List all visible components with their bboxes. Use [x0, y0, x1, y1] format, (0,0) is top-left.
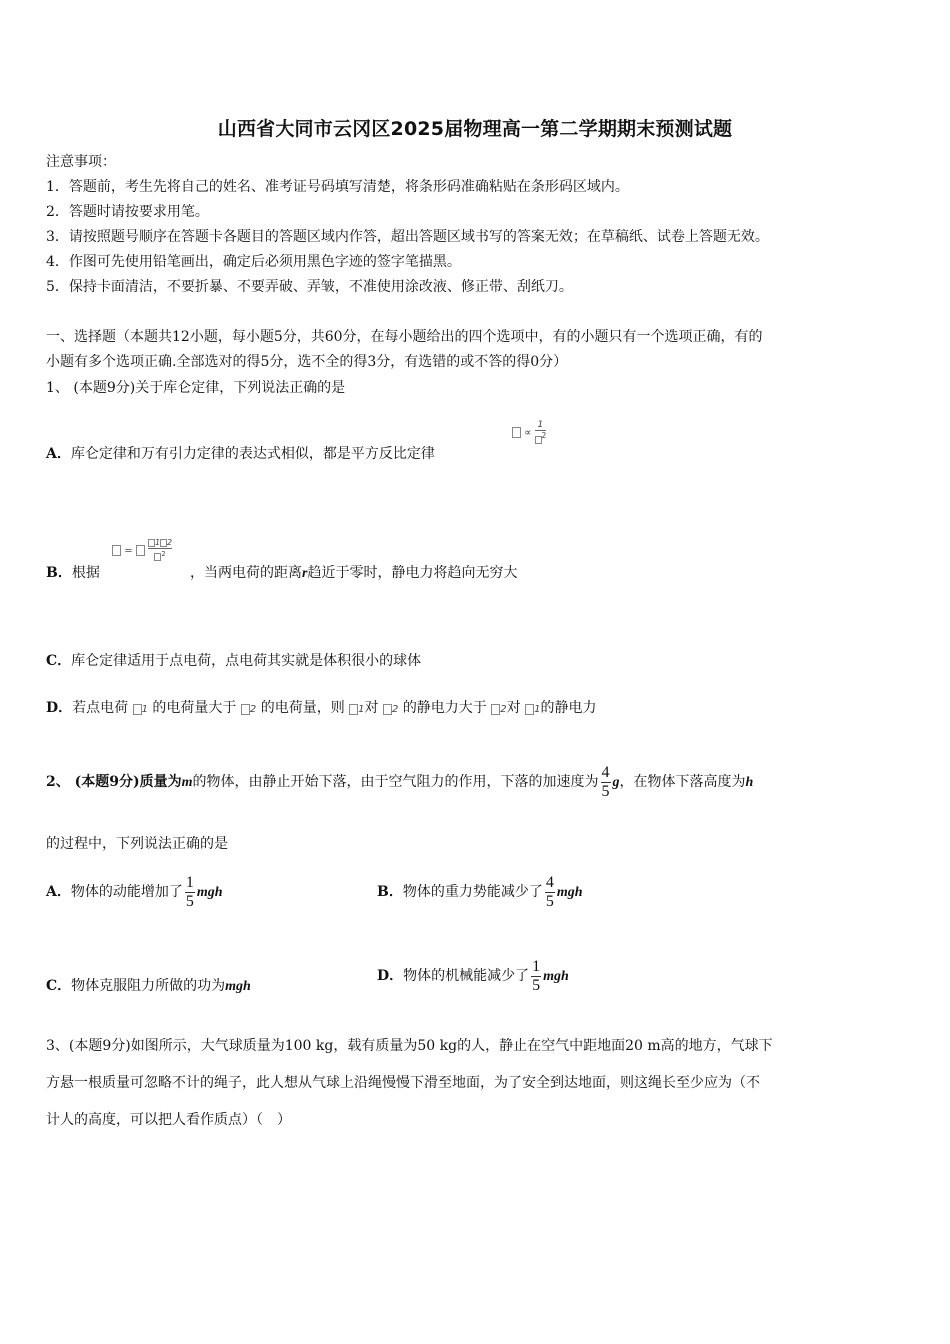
fraction	[545, 874, 555, 911]
q3-line: 3、(本题9分)如图所示，大气球质量为100 kg，载有质量为50 kg的人，静止在空气中距地面20 m高的地方，气球下	[46, 1038, 773, 1054]
variable-g: g	[612, 775, 620, 790]
charge-sub: 1	[534, 704, 541, 715]
q3-line: 方悬一根质量可忽略不计的绳子，此人想从气球上沿绳慢慢下滑至地面，为了安全到达地面，则这绳长至少应为（不	[46, 1075, 760, 1091]
q1-option-b	[46, 563, 100, 583]
q2-stem-text: 的物体，由静止开始下落，由于空气阻力的作用，下落的加速度为	[192, 774, 599, 790]
formula-eq: =	[124, 545, 133, 557]
formula-num: 1	[535, 420, 547, 431]
option-text: 物体的重力势能减少了	[402, 884, 543, 900]
q2-stem-text: ，在物体下落高度为	[619, 774, 746, 790]
formula-symbol-icon	[148, 539, 155, 547]
option-label: A．	[46, 446, 71, 462]
charge-symbol-icon	[349, 704, 358, 715]
option-label: B．	[46, 565, 72, 581]
option-label: D．	[46, 700, 73, 716]
variable-m: m	[181, 775, 193, 790]
charge-symbol-icon	[491, 704, 500, 715]
option-text: ，当两电荷的距离	[190, 565, 302, 581]
formula-exp: 2	[161, 550, 166, 558]
q1-b-formula	[112, 538, 172, 563]
formula-symbol-icon	[112, 545, 121, 556]
q2-stem	[46, 762, 753, 803]
formula-symbol-icon	[535, 436, 542, 444]
charge-sub: 2	[500, 704, 507, 715]
mgh: mgh	[543, 969, 569, 984]
option-text: 的电荷量大于	[152, 700, 237, 716]
q2-option-a	[46, 872, 223, 913]
mgh: mgh	[225, 979, 251, 994]
q2-option-d	[377, 956, 569, 997]
section-heading-line1: 一、选择题（本题共12小题，每小题5分，共60分，在每小题给出的四个选项中，有的小题只有一个选项正确，有的	[46, 329, 763, 345]
fraction	[601, 764, 611, 801]
charge-symbol-icon	[241, 704, 250, 715]
variable-h: h	[745, 775, 754, 790]
option-text: 的静电力大于	[402, 700, 487, 716]
q1-a-formula	[512, 420, 546, 445]
option-text: 物体的动能增加了	[70, 884, 183, 900]
section-heading-line2: 小题有多个选项正确.全部选对的得5分，选不全的得3分，有选错的或不答的得0分）	[46, 354, 568, 370]
fraction-den: 5	[532, 976, 541, 994]
charge-sub: 1	[358, 704, 365, 715]
charge-symbol-icon	[133, 704, 142, 715]
option-label: C．	[46, 653, 72, 669]
charge-sub: 2	[391, 704, 399, 715]
option-text: 物体克服阻力所做的功为	[71, 978, 226, 994]
notice-item: 2．答题时请按要求用笔。	[46, 204, 209, 220]
notice-item: 3．请按照题号顺序在答题卡各题目的答题区域内作答，超出答题区域书写的答案无效；在草稿纸、试卷上答题无效。	[46, 229, 769, 245]
formula-prop: ∝	[524, 427, 532, 439]
q2-option-b	[377, 872, 583, 913]
charge-sub: 1	[141, 704, 148, 715]
option-label: B．	[377, 884, 403, 900]
q1-option-a	[46, 444, 435, 464]
mgh: mgh	[556, 885, 583, 900]
option-text: 根据	[71, 565, 100, 581]
option-label: C．	[46, 978, 72, 994]
notice-item: 4．作图可先使用铅笔画出，确定后必须用黑色字迹的签字笔描黑。	[46, 254, 461, 270]
notice-heading: 注意事项：	[46, 154, 116, 170]
fraction-num: 4	[545, 873, 554, 891]
formula-sub: 1	[154, 538, 161, 547]
option-text: 若点电荷	[72, 700, 129, 716]
formula-symbol-icon	[160, 539, 167, 547]
charge-sub: 2	[249, 704, 257, 715]
q2-option-c	[46, 976, 251, 997]
q3-line: 计人的高度，可以把人看作质点）（ ）	[46, 1112, 291, 1128]
q1-option-c	[46, 651, 421, 671]
formula-symbol-icon	[136, 545, 145, 556]
formula-symbol-icon	[512, 427, 521, 438]
option-text: 的静电力	[540, 700, 597, 716]
notice-item: 1．答题前，考生先将自己的姓名、准考证号码填写清楚，将条形码准确粘贴在条形码区域内。	[46, 179, 629, 195]
option-label: A．	[46, 884, 71, 900]
fraction-num: 1	[532, 957, 541, 975]
charge-symbol-icon	[383, 704, 392, 715]
fraction-num: 1	[185, 873, 194, 891]
fraction-den: 5	[185, 892, 194, 910]
option-text: 对	[364, 700, 379, 716]
option-label: D．	[377, 968, 404, 984]
q1-stem: 1、 (本题9分)关于库仑定律，下列说法正确的是	[46, 380, 346, 396]
option-text: 物体的机械能减少了	[403, 968, 530, 984]
option-text: 的电荷量，则	[260, 700, 345, 716]
formula-exp: 2	[541, 431, 547, 440]
q1-option-b-rest	[190, 563, 517, 584]
q2-stem-text: 2、 (本题9分)质量为	[46, 774, 182, 790]
fraction	[531, 958, 541, 995]
option-text: 趋近于零时，静电力将趋向无穷大	[307, 565, 518, 581]
fraction-den: 5	[601, 782, 610, 800]
option-text: 库仑定律适用于点电荷，点电荷其实就是体积很小的球体	[71, 653, 422, 669]
notice-item: 5．保持卡面清洁，不要折暴、不要弄破、弄皱，不准使用涂改液、修正带、刮纸刀。	[46, 279, 573, 295]
charge-symbol-icon	[525, 704, 534, 715]
q1-option-d	[46, 698, 596, 720]
formula-sub: 2	[167, 538, 173, 547]
fraction	[185, 874, 195, 911]
option-text: 库仑定律和万有引力定律的表达式相似，都是平方反比定律	[70, 446, 435, 462]
variable-r: r	[302, 566, 308, 581]
q2-stem-cont: 的过程中，下列说法正确的是	[46, 836, 228, 852]
page-title: 山西省大同市云冈区2025届物理高一第二学期期末预测试题	[217, 118, 733, 140]
mgh: mgh	[196, 885, 223, 900]
fraction-num: 4	[601, 763, 610, 781]
option-text: 对	[506, 700, 521, 716]
fraction-den: 5	[545, 892, 554, 910]
